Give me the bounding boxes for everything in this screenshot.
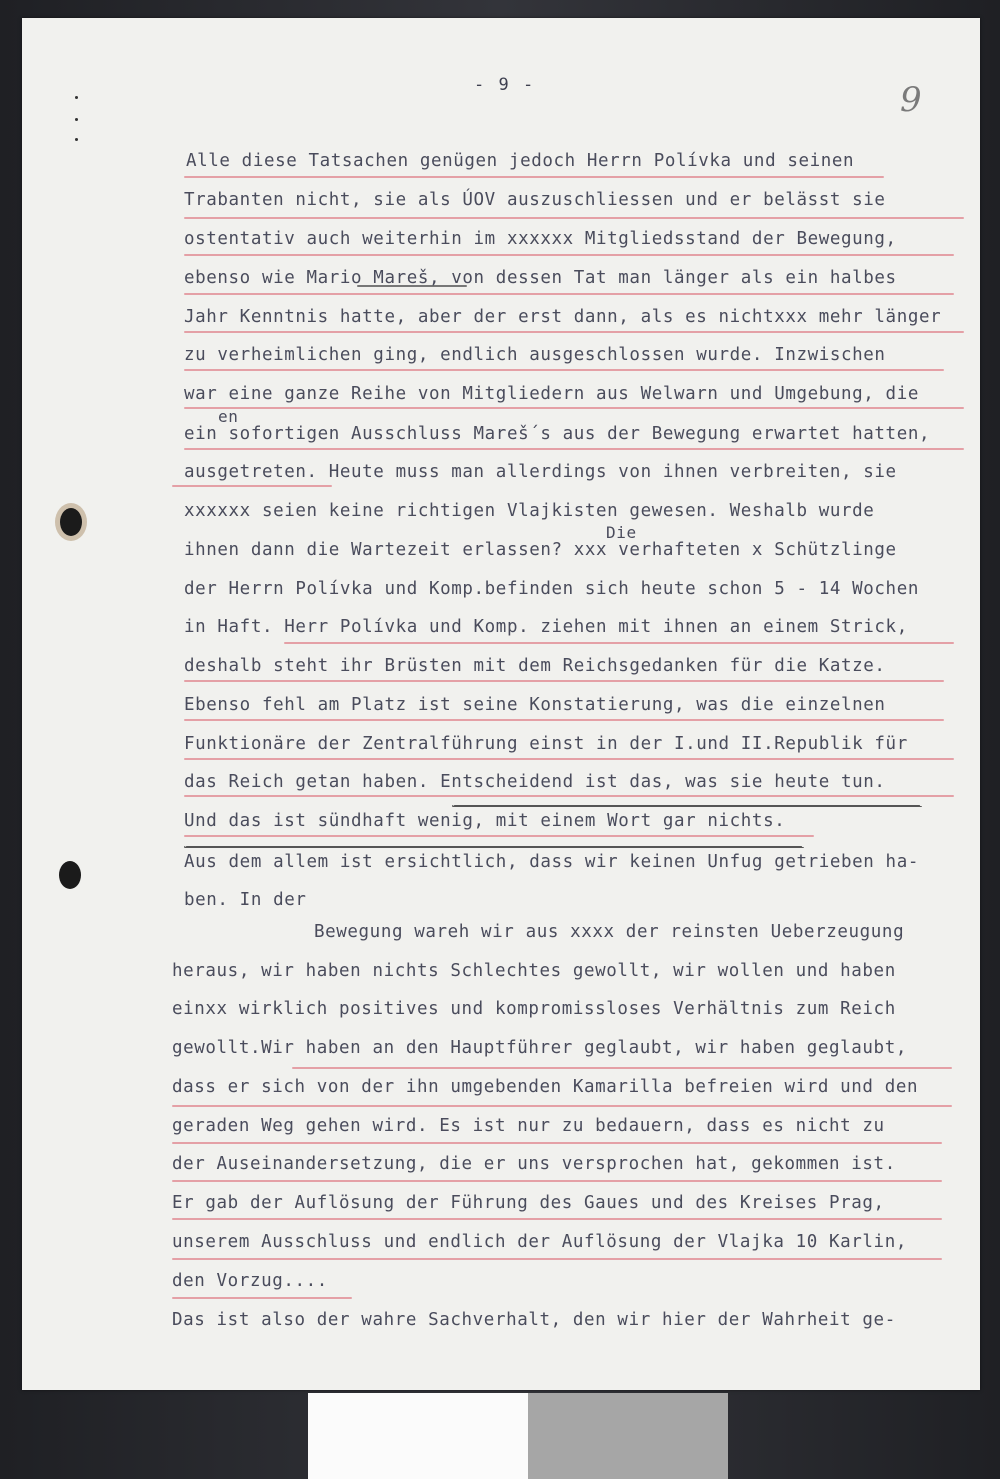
punch-hole-top <box>60 508 82 536</box>
underline <box>172 1258 942 1260</box>
underline <box>172 1218 942 1220</box>
text-line: das Reich getan haben. Entscheidend ist das, was sie heute tun. <box>184 772 886 792</box>
speck <box>75 96 78 99</box>
text-line: unserem Ausschluss und endlich der Auflösung der Vlajka 10 Karlin, <box>172 1232 907 1252</box>
text-line: Jahr Kenntnis hatte, aber der erst dann, als es nichtxxx mehr länger <box>184 307 942 327</box>
underline <box>292 1067 952 1069</box>
underline <box>172 1142 942 1144</box>
text-line: ausgetreten. Heute muss man allerdings von ihnen verbreiten, sie <box>184 462 897 482</box>
underline <box>184 254 954 256</box>
underline <box>284 642 954 644</box>
page-number: - 9 - <box>474 75 536 95</box>
text-line: ostentativ auch weiterhin im xxxxxx Mitgliedsstand der Bewegung, <box>184 229 897 249</box>
text-line: war eine ganze Reihe von Mitgliedern aus Welwarn und Umgebung, die <box>184 384 919 404</box>
underline <box>184 176 884 178</box>
text-line: Das ist also der wahre Sachverhalt, den wir hier der Wahrheit ge- <box>172 1310 896 1330</box>
text-line: dass er sich von der ihn umgebenden Kamarilla befreien wird und den <box>172 1077 919 1097</box>
underline <box>184 293 954 295</box>
text-line: xxxxxx seien keine richtigen Vlajkisten gewesen. Weshalb wurde <box>184 501 875 521</box>
text-line: der Herrn Polívka und Komp.befinden sich heute schon 5 - 14 Wochen <box>184 579 919 599</box>
interlinear-correction: en <box>218 407 239 426</box>
text-line: Bewegung wareh wir aus xxxx der reinsten Ueberzeugung <box>314 922 905 942</box>
underline <box>172 1105 952 1107</box>
text-line: Ebenso fehl am Platz ist seine Konstatierung, was die einzelnen <box>184 695 886 715</box>
text-line: Er gab der Auflösung der Führung des Gaues und des Kreises Prag, <box>172 1193 885 1213</box>
text-line: einxx wirklich positives und kompromissloses Verhältnis zum Reich <box>172 999 896 1019</box>
text-line: Funktionäre der Zentralführung einst in der I.und II.Republik für <box>184 734 908 754</box>
text-line: Alle diese Tatsachen genügen jedoch Herrn Polívka und seinen <box>186 151 855 171</box>
underline <box>184 331 964 333</box>
text-line: deshalb steht ihr Brüsten mit dem Reichsgedanken für die Katze. <box>184 656 886 676</box>
text-line: heraus, wir haben nichts Schlechtes gewollt, wir wollen und haben <box>172 961 896 981</box>
text-line: ben. In der <box>184 890 307 910</box>
underline <box>184 758 954 760</box>
calibration-strip-gray <box>528 1393 728 1479</box>
dashed-underline <box>452 805 922 807</box>
interlinear-correction: Die <box>606 523 637 542</box>
underline <box>184 448 964 450</box>
underline <box>184 217 964 219</box>
document-page <box>22 18 980 1390</box>
text-line: Und das ist sündhaft wenig, mit einem Wort gar nichts. <box>184 811 786 831</box>
underline <box>184 680 944 682</box>
text-line: den Vorzug.... <box>172 1271 328 1291</box>
text-line: zu verheimlichen ging, endlich ausgeschlossen wurde. Inzwischen <box>184 345 886 365</box>
text-line: Aus dem allem ist ersichtlich, dass wir keinen Unfug getrieben ha- <box>184 852 919 872</box>
text-line: in Haft. Herr Polívka und Komp. ziehen mit ihnen an einem Strick, <box>184 617 908 637</box>
text-line: ihnen dann die Wartezeit erlassen? xxx verhafteten x Schützlinge <box>184 540 897 560</box>
underline <box>172 1180 942 1182</box>
text-line: Trabanten nicht, sie als ÚOV auszuschliessen und er belässt sie <box>184 190 886 210</box>
underline <box>184 719 944 721</box>
text-line: geraden Weg gehen wird. Es ist nur zu bedauern, dass es nicht zu <box>172 1116 885 1136</box>
underline <box>184 795 954 797</box>
text-line: ein sofortigen Ausschluss Mareš´s aus der Bewegung erwartet hatten, <box>184 424 931 444</box>
handwritten-page-mark: 9 <box>900 80 922 120</box>
text-line: ebenso wie Mario Mareš, von dessen Tat man länger als ein halbes <box>184 268 897 288</box>
underline <box>184 369 944 371</box>
underline <box>184 407 964 409</box>
underline <box>172 1297 352 1299</box>
underline <box>184 835 814 837</box>
speck <box>75 118 78 121</box>
underline <box>172 485 332 487</box>
text-line: der Auseinandersetzung, die er uns versprochen hat, gekommen ist. <box>172 1154 896 1174</box>
calibration-strip-white <box>308 1393 528 1479</box>
text-line: gewollt.Wir haben an den Hauptführer geglaubt, wir haben geglaubt, <box>172 1038 907 1058</box>
punch-hole-bottom <box>59 861 81 889</box>
dashed-underline <box>184 846 804 848</box>
speck <box>75 138 78 141</box>
